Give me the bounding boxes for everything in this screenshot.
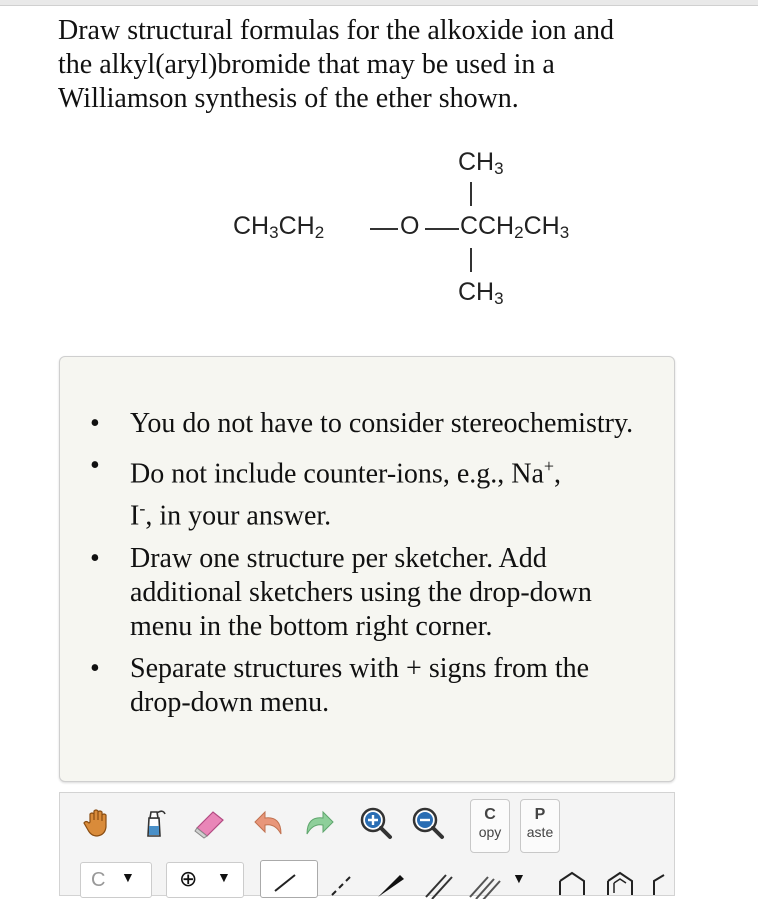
undo-icon[interactable] [250,803,290,843]
redo-icon[interactable] [300,803,340,843]
copy-button[interactable] [470,799,510,853]
instructions-panel [59,356,675,782]
zoom-in-icon[interactable] [356,803,396,843]
charge-plus-icon: ⊕ [179,867,198,892]
question-text [58,14,698,116]
chevron-down-icon[interactable]: ▼ [512,872,526,887]
instruction-text-2a: Do not include counter-ions, e.g., Na [130,458,544,490]
double-bond-icon[interactable] [420,862,460,902]
triple-bond-icon[interactable] [466,862,506,902]
bottom-methyl-group: $CH_3$ [458,278,504,308]
instruction-item [130,449,650,534]
atom-select-dropdown[interactable] [80,862,152,898]
right-ethyl-group: $CH_2CH_3$ [478,212,570,242]
right-o-bond [425,228,459,230]
eraser-icon[interactable] [190,803,230,843]
instructions-list [130,407,650,728]
instruction-text-3: Draw one structure per sketcher. Add additional sketchers using the drop-down menu in the bottom right corner. [130,542,592,642]
center-carbon: C [460,212,479,240]
single-bond-tool[interactable] [260,860,318,898]
question-line-2: the alkyl(aryl)bromide that may be used in a [58,49,555,80]
ring-tool-icon[interactable] [640,862,670,902]
bottom-vertical-bond [470,248,472,272]
top-edge-bar [0,0,758,6]
copy-button-label: opy [478,824,502,840]
hand-icon[interactable] [78,803,118,843]
chevron-down-icon: ▼ [121,871,135,886]
atom-select-label: C [91,869,106,891]
dashed-bond-icon[interactable] [322,862,362,902]
top-methyl-text: $CH_3$ [458,148,504,178]
paste-button-label: aste [526,824,554,840]
chevron-down-icon: ▼ [217,871,231,886]
question-line-1: Draw structural formulas for the alkoxide ion and [58,15,614,46]
top-methyl-group [458,148,504,179]
instruction-item [130,652,650,720]
instruction-sup-plus: + [543,456,555,476]
copy-button-letter: C [484,806,496,823]
left-ethyl-group: $CH_3CH_2$ [233,212,325,242]
instruction-text-2c: I [130,500,140,532]
zoom-out-icon[interactable] [408,803,448,843]
cyclohexane-icon[interactable] [552,862,592,902]
instruction-item [130,407,650,441]
paste-button[interactable] [520,799,560,853]
instruction-text-2d: , in your answer. [145,500,332,532]
wedge-bond-icon[interactable] [370,862,410,902]
instruction-text-2b: , [554,458,562,490]
ether-oxygen: O [400,212,420,240]
ether-structure [220,140,640,320]
instruction-item [130,542,650,644]
eraser-bottle-icon[interactable] [134,803,174,843]
instruction-text-1: You do not have to consider stereochemistry. [130,408,634,439]
benzene-icon[interactable] [600,862,640,902]
top-vertical-bond [470,182,472,206]
left-o-bond [370,228,398,230]
single-bond-icon [261,861,317,897]
instruction-sup-minus: - [139,498,146,519]
question-line-3: Williamson synthesis of the ether shown. [58,83,519,114]
instruction-text-4: Separate structures with + signs from the drop-down menu. [130,652,590,718]
paste-button-letter: P [534,806,546,823]
charge-select-dropdown[interactable] [166,862,244,898]
